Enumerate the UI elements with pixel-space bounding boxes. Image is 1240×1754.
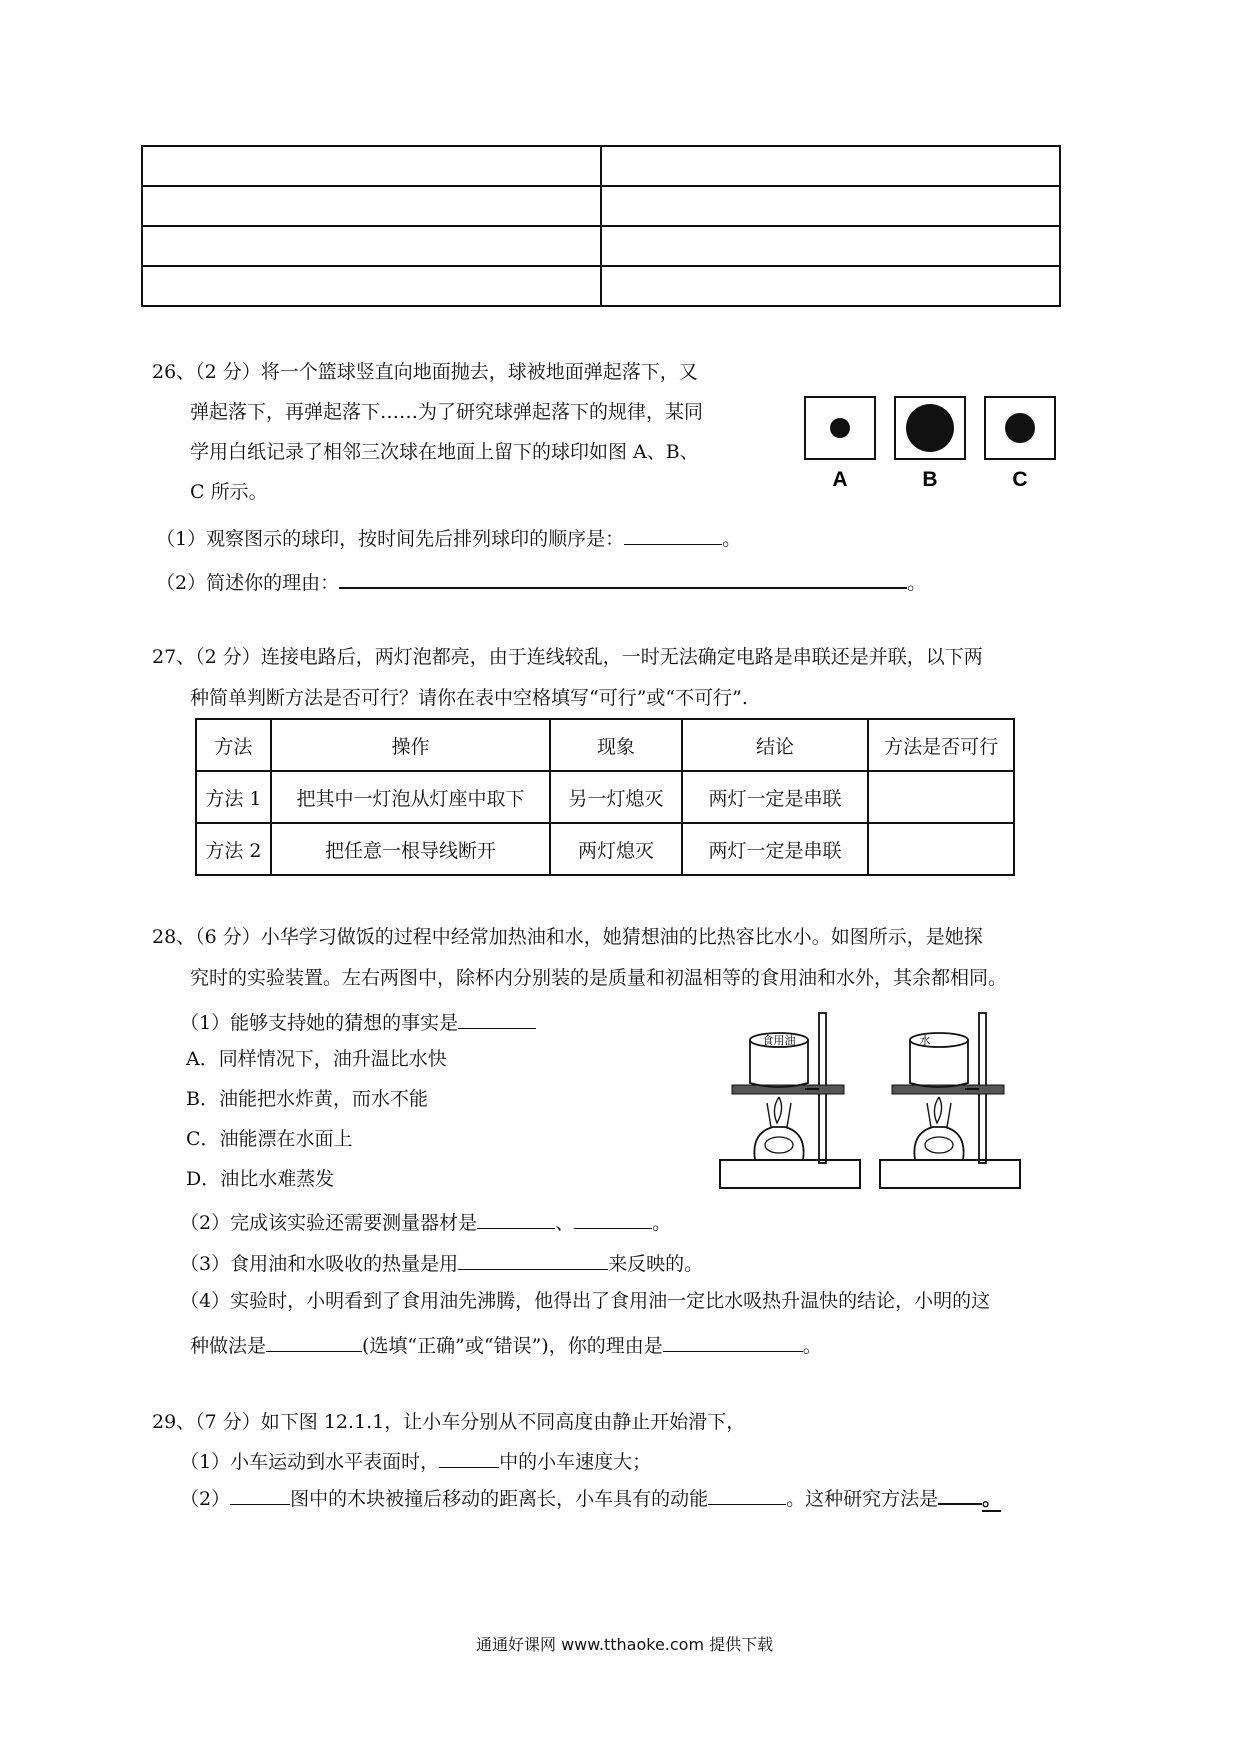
row1-operation: 把其中一灯泡从灯座中取下 — [271, 771, 550, 823]
blank-cell[interactable] — [142, 146, 601, 186]
table-row — [142, 186, 1060, 226]
heating-apparatus-figure — [715, 1005, 1025, 1190]
q28-part3-end: 来反映的。 — [608, 1253, 704, 1275]
blank-cell[interactable] — [142, 226, 601, 266]
q27-line2: 种简单判断方法是否可行？请你在表中空格填写“可行”或“不可行”. — [190, 687, 748, 709]
row1-method: 方法 1 — [196, 771, 271, 823]
q28-part4-mid: (选填“正确”或“错误”)，你的理由是 — [362, 1335, 663, 1357]
row2-phenomenon: 两灯熄灭 — [550, 823, 682, 875]
water-apparatus — [880, 1013, 1020, 1188]
q26-line2: 弹起落下，再弹起落下……为了研究球弹起落下的规律，某同 — [190, 401, 704, 423]
q28-part4-end: 。 — [802, 1335, 822, 1357]
q26-part1 — [156, 526, 741, 549]
q26-part1-text: （1）观察图示的球印，按时间先后排列球印的顺序是： — [156, 528, 625, 550]
blank-answer-table — [141, 145, 1061, 307]
q29-part2 — [180, 1485, 1001, 1509]
q28-part2 — [180, 1210, 671, 1233]
row2-feasible-answer[interactable] — [868, 823, 1014, 875]
mark-label-c: C — [1012, 468, 1028, 491]
q29-part1-end: 中的小车速度大； — [499, 1451, 652, 1473]
beaker-label-oil: 食用油 — [762, 1034, 796, 1047]
header-phenomenon: 现象 — [550, 719, 682, 771]
q26-reason-blank[interactable] — [339, 569, 907, 589]
oil-apparatus — [720, 1013, 860, 1188]
q28-instrument-blank-2[interactable] — [574, 1210, 652, 1229]
mark-label-b: B — [922, 468, 938, 491]
q27-line1: 27、（2 分）连接电路后，两灯泡都亮，由于连线较乱，一时无法确定电路是串联还是并联，以下两 — [152, 646, 983, 668]
q28-correct-blank[interactable] — [266, 1333, 362, 1352]
q28-line1: 28、（6 分）小华学习做饭的过程中经常加热油和水，她猜想油的比热容比水小。如图所示，是她探 — [152, 926, 983, 948]
ball-prints-figure — [800, 395, 1060, 495]
q26-part2 — [156, 569, 926, 593]
q28-part3 — [180, 1251, 703, 1274]
beaker-label-water: 水 — [919, 1034, 931, 1047]
q28-part4-text: 种做法是 — [190, 1335, 267, 1357]
q28-part2-sep: 、 — [555, 1212, 575, 1234]
q29-part1-text: （1）小车运动到水平表面时， — [180, 1451, 440, 1473]
q28-option-c: C．油能漂在水面上 — [186, 1128, 353, 1150]
q29-part2-mid: 图中的木块被撞后移动的距离长，小车具有的动能 — [290, 1488, 709, 1510]
blank-cell[interactable] — [601, 266, 1060, 306]
table-row — [196, 771, 1014, 823]
table-row — [142, 226, 1060, 266]
q28-fact-blank[interactable] — [458, 1010, 536, 1029]
q26-line3: 学用白纸记录了相邻三次球在地面上留下的球印如图 A、B、 — [190, 441, 699, 463]
ball-print-b — [906, 404, 954, 452]
blank-cell[interactable] — [601, 186, 1060, 226]
header-conclusion: 结论 — [682, 719, 869, 771]
table-row — [142, 266, 1060, 306]
q26-line4: C 所示。 — [190, 481, 268, 503]
q28-part1-text: （1）能够支持她的猜想的事实是 — [180, 1012, 459, 1034]
row1-conclusion: 两灯一定是串联 — [682, 771, 869, 823]
q29-part2-end: 。 — [982, 1488, 1002, 1510]
row2-conclusion: 两灯一定是串联 — [682, 823, 869, 875]
row1-feasible-answer[interactable] — [868, 771, 1014, 823]
q28-part4-line2 — [190, 1333, 822, 1356]
q29-figure-blank[interactable] — [439, 1449, 499, 1468]
methods-table — [195, 718, 1015, 876]
q28-instrument-blank-1[interactable] — [477, 1210, 555, 1229]
blank-cell[interactable] — [601, 226, 1060, 266]
q26-line1: 26、（2 分）将一个篮球竖直向地面抛去，球被地面弹起落下，又 — [152, 361, 698, 383]
q29-part1 — [180, 1449, 651, 1472]
q28-option-d: D．油比水难蒸发 — [186, 1168, 335, 1190]
q28-reason-blank[interactable] — [663, 1333, 803, 1352]
q28-heat-blank[interactable] — [458, 1251, 608, 1270]
q29-method-blank[interactable] — [938, 1485, 982, 1505]
q28-part2-text: （2）完成该实验还需要测量器材是 — [180, 1212, 478, 1234]
blank-cell[interactable] — [142, 266, 601, 306]
footer-text: 通通好课网 www.tthaoke.com 提供下载 — [476, 1635, 774, 1654]
q26-part2-end: 。 — [907, 572, 927, 594]
header-feasible: 方法是否可行 — [868, 719, 1014, 771]
q28-part4-line1: （4）实验时，小明看到了食用油先沸腾，他得出了食用油一定比水吸热升温快的结论，小明的这 — [180, 1290, 991, 1312]
blank-cell[interactable] — [142, 186, 601, 226]
table-row — [142, 146, 1060, 186]
q28-option-b: B．油能把水炸黄，而水不能 — [186, 1088, 428, 1110]
q28-part1 — [180, 1010, 536, 1033]
table-row — [196, 823, 1014, 875]
q29-figure-blank-2[interactable] — [230, 1486, 290, 1505]
blank-cell[interactable] — [601, 146, 1060, 186]
q29-energy-blank[interactable] — [708, 1486, 786, 1505]
q28-part3-text: （3）食用油和水吸收的热量是用 — [180, 1253, 459, 1275]
q26-part2-text: （2）简述你的理由： — [156, 572, 340, 594]
q26-part1-end: 。 — [722, 528, 742, 550]
ball-print-c — [1005, 413, 1035, 443]
header-operation: 操作 — [271, 719, 550, 771]
q28-option-a: A．同样情况下，油升温比水快 — [186, 1048, 447, 1070]
q28-line2: 究时的实验装置。左右两图中，除杯内分别装的是质量和初温相等的食用油和水外，其余都相同。 — [190, 967, 1008, 989]
row2-operation: 把任意一根导线断开 — [271, 823, 550, 875]
q29-part2-mid2: 。这种研究方法是 — [786, 1488, 939, 1510]
header-method: 方法 — [196, 719, 271, 771]
q29-line1: 29、（7 分）如下图 12.1.1，让小车分别从不同高度由静止开始滑下， — [152, 1411, 746, 1433]
row2-method: 方法 2 — [196, 823, 271, 875]
row1-phenomenon: 另一灯熄灭 — [550, 771, 682, 823]
q26-order-blank[interactable] — [624, 526, 722, 545]
mark-label-a: A — [832, 468, 848, 491]
q28-part2-end: 。 — [652, 1212, 672, 1234]
ball-print-a — [830, 418, 850, 438]
q29-part2-text: （2） — [180, 1488, 231, 1510]
